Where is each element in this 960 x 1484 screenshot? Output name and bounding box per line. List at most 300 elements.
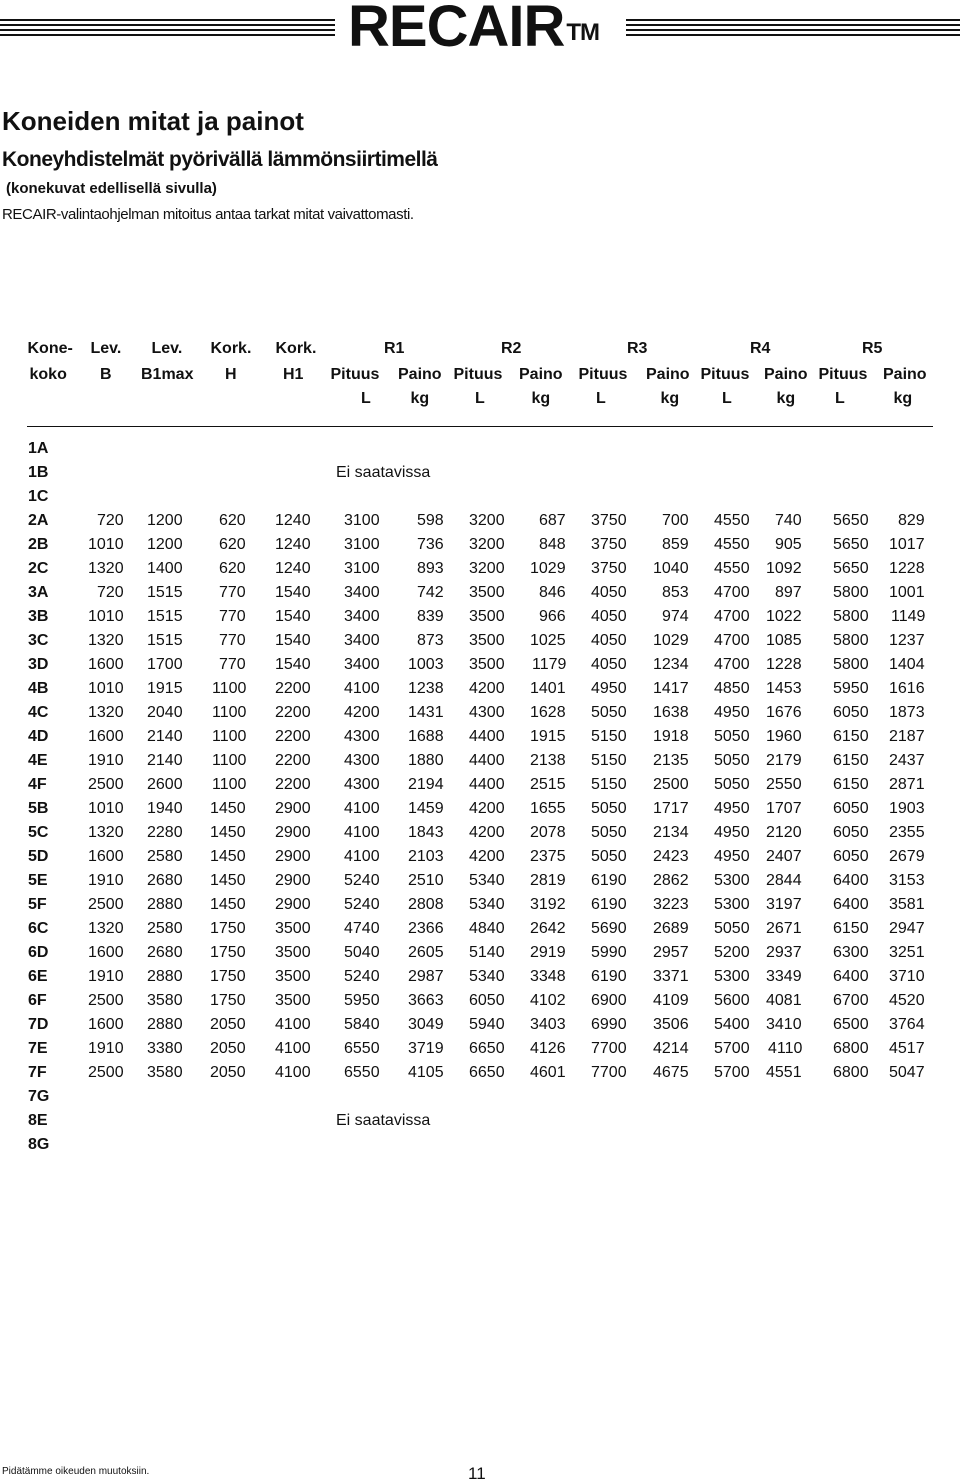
table-cell: 3100 bbox=[344, 560, 380, 577]
table-cell: 2200 bbox=[275, 704, 311, 721]
table-cell: 2671 bbox=[766, 920, 802, 937]
table-cell: 4840 bbox=[469, 920, 505, 937]
row-label: 7D bbox=[28, 1016, 49, 1033]
column-header: Paino bbox=[519, 366, 563, 383]
table-cell: 1688 bbox=[408, 728, 444, 745]
table-cell: 1100 bbox=[212, 752, 247, 769]
table-cell: 2808 bbox=[408, 896, 444, 913]
table-cell: 5300 bbox=[714, 968, 750, 985]
table-cell: 1750 bbox=[210, 944, 246, 961]
table-cell: 6400 bbox=[833, 872, 869, 889]
table-cell: 1707 bbox=[766, 800, 802, 817]
table-cell: 1010 bbox=[88, 536, 124, 553]
table-cell: 4100 bbox=[344, 848, 380, 865]
table-cell: 4400 bbox=[469, 776, 505, 793]
table-cell: 1320 bbox=[88, 824, 124, 841]
table-cell: 5950 bbox=[833, 680, 869, 697]
table-cell: 2679 bbox=[889, 848, 925, 865]
table-cell: 1515 bbox=[147, 608, 183, 625]
header-rule-left bbox=[0, 19, 335, 37]
column-header: Pituus bbox=[578, 366, 628, 383]
table-cell: 905 bbox=[775, 536, 802, 553]
table-cell: 3200 bbox=[469, 512, 505, 529]
table-cell: 6400 bbox=[833, 968, 869, 985]
table-cell: 3197 bbox=[766, 896, 802, 913]
table-cell: 2355 bbox=[889, 824, 925, 841]
table-cell: 3192 bbox=[530, 896, 566, 913]
table-cell: 4100 bbox=[344, 680, 380, 697]
table-cell: 1010 bbox=[88, 680, 124, 697]
page-subtitle: Koneyhdistelmät pyörivällä lämmönsiirtimellä bbox=[2, 148, 438, 171]
table-cell: 2600 bbox=[147, 776, 183, 793]
not-available-note: Ei saatavissa bbox=[336, 1112, 431, 1129]
table-cell: 5340 bbox=[469, 872, 505, 889]
table-cell: 4200 bbox=[344, 704, 380, 721]
table-cell: 4300 bbox=[344, 776, 380, 793]
table-cell: 3251 bbox=[889, 944, 925, 961]
table-cell: 848 bbox=[539, 536, 566, 553]
table-cell: 4950 bbox=[591, 680, 627, 697]
table-cell: 1903 bbox=[889, 800, 925, 817]
table-cell: 2844 bbox=[766, 872, 802, 889]
table-cell: 1915 bbox=[530, 728, 566, 745]
table-cell: 3663 bbox=[408, 992, 444, 1009]
table-cell: 5990 bbox=[591, 944, 627, 961]
table-cell: 6190 bbox=[591, 968, 627, 985]
table-cell: 1040 bbox=[653, 560, 689, 577]
table-cell: 5050 bbox=[591, 824, 627, 841]
brand-logo bbox=[348, 0, 599, 59]
table-cell: 3710 bbox=[889, 968, 925, 985]
table-cell: 2947 bbox=[889, 920, 925, 937]
table-cell: 846 bbox=[539, 584, 566, 601]
table-cell: 1017 bbox=[889, 536, 925, 553]
row-label: 3C bbox=[28, 632, 49, 649]
table-cell: 1401 bbox=[530, 680, 566, 697]
unit-header: L bbox=[835, 390, 845, 407]
table-cell: 4214 bbox=[653, 1040, 689, 1057]
table-cell: 2050 bbox=[210, 1064, 246, 1081]
table-cell: 620 bbox=[219, 512, 246, 529]
table-cell: 1450 bbox=[210, 896, 246, 913]
column-header: Lev. bbox=[151, 340, 183, 357]
table-cell: 5240 bbox=[344, 968, 380, 985]
table-cell: 4100 bbox=[344, 824, 380, 841]
table-cell: 1100 bbox=[212, 776, 247, 793]
table-cell: 2140 bbox=[147, 728, 183, 745]
table-cell: 4050 bbox=[591, 632, 627, 649]
table-cell: 3153 bbox=[889, 872, 925, 889]
column-header: koko bbox=[29, 366, 67, 383]
table-cell: 4300 bbox=[344, 752, 380, 769]
table-cell: 2200 bbox=[275, 752, 311, 769]
table-cell: 3400 bbox=[344, 608, 380, 625]
table-cell: 2919 bbox=[530, 944, 566, 961]
table-cell: 5050 bbox=[714, 776, 750, 793]
table-cell: 4517 bbox=[889, 1040, 925, 1057]
table-cell: 3380 bbox=[147, 1040, 183, 1057]
table-cell: 2880 bbox=[147, 896, 183, 913]
row-label: 4C bbox=[28, 704, 49, 721]
table-cell: 2900 bbox=[275, 824, 311, 841]
table-cell: 974 bbox=[662, 608, 689, 625]
column-header: Kork. bbox=[210, 340, 252, 357]
column-header: Paino bbox=[883, 366, 927, 383]
column-header: R2 bbox=[501, 340, 522, 357]
table-cell: 1320 bbox=[88, 560, 124, 577]
row-label: 1B bbox=[28, 464, 49, 481]
table-cell: 1149 bbox=[891, 608, 926, 625]
table-cell: 3049 bbox=[408, 1016, 444, 1033]
table-cell: 5040 bbox=[344, 944, 380, 961]
table-cell: 3506 bbox=[653, 1016, 689, 1033]
table-cell: 6300 bbox=[833, 944, 869, 961]
table-cell: 770 bbox=[219, 632, 246, 649]
table-cell: 2050 bbox=[210, 1040, 246, 1057]
table-cell: 7700 bbox=[591, 1040, 627, 1057]
footer-disclaimer: Pidätämme oikeuden muutoksiin. bbox=[2, 1466, 150, 1477]
table-cell: 5950 bbox=[344, 992, 380, 1009]
table-cell: 1240 bbox=[275, 512, 311, 529]
table-cell: 2187 bbox=[889, 728, 925, 745]
unit-header: kg bbox=[776, 390, 796, 407]
column-header: Lev. bbox=[90, 340, 122, 357]
table-cell: 2194 bbox=[408, 776, 444, 793]
table-cell: 1417 bbox=[653, 680, 689, 697]
table-cell: 1431 bbox=[408, 704, 444, 721]
table-cell: 770 bbox=[219, 656, 246, 673]
table-cell: 1001 bbox=[889, 584, 925, 601]
table-cell: 4700 bbox=[714, 632, 750, 649]
table-cell: 598 bbox=[417, 512, 444, 529]
table-cell: 6800 bbox=[833, 1040, 869, 1057]
table-cell: 4520 bbox=[889, 992, 925, 1009]
table-cell: 3750 bbox=[591, 536, 627, 553]
table-cell: 620 bbox=[219, 560, 246, 577]
table-cell: 2375 bbox=[530, 848, 566, 865]
row-label: 6E bbox=[28, 968, 48, 985]
page-number: 11 bbox=[468, 1464, 486, 1483]
table-cell: 1320 bbox=[88, 704, 124, 721]
table-cell: 1010 bbox=[88, 608, 124, 625]
table-cell: 6550 bbox=[344, 1040, 380, 1057]
table-cell: 4109 bbox=[653, 992, 689, 1009]
table-cell: 3200 bbox=[469, 560, 505, 577]
table-cell: 4550 bbox=[714, 560, 750, 577]
table-cell: 2680 bbox=[147, 944, 183, 961]
table-cell: 6650 bbox=[469, 1064, 505, 1081]
table-cell: 1915 bbox=[147, 680, 183, 697]
table-cell: 1092 bbox=[766, 560, 802, 577]
trademark-mark: TM bbox=[566, 19, 599, 46]
table-cell: 4400 bbox=[469, 752, 505, 769]
table-cell: 3500 bbox=[275, 944, 311, 961]
table-cell: 5200 bbox=[714, 944, 750, 961]
table-cell: 2900 bbox=[275, 896, 311, 913]
table-cell: 6500 bbox=[833, 1016, 869, 1033]
table-cell: 6800 bbox=[833, 1064, 869, 1081]
table-cell: 4601 bbox=[530, 1064, 566, 1081]
table-cell: 2138 bbox=[530, 752, 566, 769]
figure-note: (konekuvat edellisellä sivulla) bbox=[6, 180, 217, 197]
table-cell: 2179 bbox=[766, 752, 802, 769]
column-header: Kork. bbox=[275, 340, 317, 357]
table-cell: 1459 bbox=[408, 800, 444, 817]
table-cell: 6150 bbox=[833, 752, 869, 769]
table-cell: 3500 bbox=[275, 968, 311, 985]
column-header: H1 bbox=[283, 366, 304, 383]
table-cell: 5240 bbox=[344, 896, 380, 913]
table-cell: 742 bbox=[417, 584, 444, 601]
table-cell: 1676 bbox=[766, 704, 802, 721]
table-cell: 3400 bbox=[344, 584, 380, 601]
column-header: Pituus bbox=[330, 366, 380, 383]
table-cell: 1085 bbox=[766, 632, 802, 649]
row-label: 4E bbox=[28, 752, 48, 769]
table-cell: 2500 bbox=[653, 776, 689, 793]
column-header: B1max bbox=[141, 366, 194, 383]
table-cell: 3403 bbox=[530, 1016, 566, 1033]
table-cell: 966 bbox=[539, 608, 566, 625]
table-cell: 2515 bbox=[530, 776, 566, 793]
row-label: 7F bbox=[28, 1064, 47, 1081]
table-cell: 3580 bbox=[147, 992, 183, 1009]
table-cell: 1025 bbox=[530, 632, 566, 649]
table-cell: 5150 bbox=[591, 752, 627, 769]
table-cell: 6400 bbox=[833, 896, 869, 913]
table-cell: 6050 bbox=[833, 800, 869, 817]
row-label: 7G bbox=[28, 1088, 50, 1105]
table-cell: 1600 bbox=[88, 944, 124, 961]
table-cell: 1515 bbox=[147, 584, 183, 601]
table-cell: 5400 bbox=[714, 1016, 750, 1033]
table-cell: 3500 bbox=[469, 656, 505, 673]
table-cell: 2500 bbox=[88, 776, 124, 793]
table-cell: 1179 bbox=[532, 656, 567, 673]
column-header: Kone- bbox=[27, 340, 73, 357]
table-cell: 3400 bbox=[344, 632, 380, 649]
table-cell: 2862 bbox=[653, 872, 689, 889]
table-cell: 2819 bbox=[530, 872, 566, 889]
row-label: 4B bbox=[28, 680, 49, 697]
table-cell: 1655 bbox=[530, 800, 566, 817]
table-cell: 1638 bbox=[653, 704, 689, 721]
column-header: Pituus bbox=[453, 366, 503, 383]
table-cell: 1960 bbox=[766, 728, 802, 745]
table-cell: 5840 bbox=[344, 1016, 380, 1033]
table-cell: 1600 bbox=[88, 656, 124, 673]
row-label: 7E bbox=[28, 1040, 48, 1057]
table-cell: 1022 bbox=[766, 608, 802, 625]
table-header-rule bbox=[27, 426, 933, 427]
table-cell: 2937 bbox=[766, 944, 802, 961]
table-cell: 2550 bbox=[766, 776, 802, 793]
table-cell: 2880 bbox=[147, 1016, 183, 1033]
table-cell: 853 bbox=[662, 584, 689, 601]
table-cell: 2580 bbox=[147, 848, 183, 865]
column-header: Pituus bbox=[700, 366, 750, 383]
table-cell: 2689 bbox=[653, 920, 689, 937]
table-cell: 1616 bbox=[889, 680, 925, 697]
table-cell: 1450 bbox=[210, 824, 246, 841]
table-cell: 4100 bbox=[344, 800, 380, 817]
table-cell: 5800 bbox=[833, 656, 869, 673]
table-cell: 1320 bbox=[88, 920, 124, 937]
table-cell: 5700 bbox=[714, 1064, 750, 1081]
unit-header: kg bbox=[660, 390, 680, 407]
table-cell: 2500 bbox=[88, 992, 124, 1009]
table-cell: 6700 bbox=[833, 992, 869, 1009]
table-cell: 4551 bbox=[766, 1064, 802, 1081]
row-label: 5B bbox=[28, 800, 49, 817]
table-cell: 5650 bbox=[833, 536, 869, 553]
table-cell: 2040 bbox=[147, 704, 183, 721]
row-label: 1A bbox=[28, 440, 49, 457]
table-cell: 4126 bbox=[530, 1040, 566, 1057]
table-cell: 2200 bbox=[275, 728, 311, 745]
row-label: 5D bbox=[28, 848, 49, 865]
table-cell: 2580 bbox=[147, 920, 183, 937]
table-cell: 2900 bbox=[275, 800, 311, 817]
table-cell: 4740 bbox=[344, 920, 380, 937]
table-cell: 5650 bbox=[833, 512, 869, 529]
table-cell: 6990 bbox=[591, 1016, 627, 1033]
table-cell: 2437 bbox=[889, 752, 925, 769]
table-cell: 1453 bbox=[766, 680, 802, 697]
table-cell: 1717 bbox=[653, 800, 689, 817]
table-cell: 2987 bbox=[408, 968, 444, 985]
table-cell: 4950 bbox=[714, 824, 750, 841]
table-cell: 5940 bbox=[469, 1016, 505, 1033]
table-cell: 5650 bbox=[833, 560, 869, 577]
table-cell: 2120 bbox=[766, 824, 802, 841]
table-cell: 1910 bbox=[88, 968, 124, 985]
table-cell: 4400 bbox=[469, 728, 505, 745]
column-header: Paino bbox=[398, 366, 442, 383]
table-cell: 6150 bbox=[833, 728, 869, 745]
table-cell: 1750 bbox=[210, 968, 246, 985]
page-title: Koneiden mitat ja painot bbox=[2, 106, 304, 136]
table-cell: 1600 bbox=[88, 848, 124, 865]
table-cell: 1750 bbox=[210, 920, 246, 937]
table-cell: 4850 bbox=[714, 680, 750, 697]
table-cell: 7700 bbox=[591, 1064, 627, 1081]
unit-header: L bbox=[361, 390, 371, 407]
row-label: 2A bbox=[28, 512, 49, 529]
table-cell: 3580 bbox=[147, 1064, 183, 1081]
column-header: R3 bbox=[627, 340, 648, 357]
table-cell: 5150 bbox=[591, 776, 627, 793]
table-cell: 3581 bbox=[889, 896, 925, 913]
row-label: 8G bbox=[28, 1136, 50, 1153]
row-label: 6D bbox=[28, 944, 49, 961]
table-cell: 1240 bbox=[275, 536, 311, 553]
table-cell: 4300 bbox=[469, 704, 505, 721]
table-cell: 1238 bbox=[408, 680, 444, 697]
table-cell: 1540 bbox=[275, 584, 311, 601]
table-cell: 1234 bbox=[653, 656, 689, 673]
table-cell: 5050 bbox=[591, 848, 627, 865]
table-cell: 1100 bbox=[212, 704, 247, 721]
table-cell: 4550 bbox=[714, 536, 750, 553]
table-cell: 3410 bbox=[766, 1016, 802, 1033]
table-cell: 736 bbox=[417, 536, 444, 553]
table-cell: 770 bbox=[219, 584, 246, 601]
table-cell: 1100 bbox=[212, 728, 247, 745]
column-header: H bbox=[225, 366, 237, 383]
table-cell: 1940 bbox=[147, 800, 183, 817]
table-cell: 2366 bbox=[408, 920, 444, 937]
table-cell: 6050 bbox=[833, 824, 869, 841]
table-cell: 1540 bbox=[275, 608, 311, 625]
table-cell: 4950 bbox=[714, 848, 750, 865]
table-cell: 3200 bbox=[469, 536, 505, 553]
unit-header: kg bbox=[893, 390, 913, 407]
table-cell: 4100 bbox=[275, 1040, 311, 1057]
table-cell: 6050 bbox=[833, 704, 869, 721]
table-cell: 873 bbox=[417, 632, 444, 649]
table-cell: 1600 bbox=[88, 1016, 124, 1033]
table-cell: 1600 bbox=[88, 728, 124, 745]
table-cell: 3500 bbox=[469, 608, 505, 625]
table-cell: 3764 bbox=[889, 1016, 925, 1033]
table-cell: 1240 bbox=[275, 560, 311, 577]
table-cell: 5050 bbox=[591, 704, 627, 721]
row-label: 3B bbox=[28, 608, 49, 625]
table-cell: 6650 bbox=[469, 1040, 505, 1057]
table-cell: 4300 bbox=[344, 728, 380, 745]
description: RECAIR-valintaohjelman mitoitus antaa tarkat mitat vaivattomasti. bbox=[2, 206, 414, 223]
table-cell: 1237 bbox=[889, 632, 925, 649]
table-cell: 3750 bbox=[591, 512, 627, 529]
table-cell: 897 bbox=[775, 584, 802, 601]
table-cell: 1515 bbox=[147, 632, 183, 649]
table-cell: 1100 bbox=[212, 680, 247, 697]
table-cell: 2900 bbox=[275, 848, 311, 865]
table-cell: 3719 bbox=[408, 1040, 444, 1057]
row-label: 4D bbox=[28, 728, 49, 745]
table-cell: 3500 bbox=[469, 584, 505, 601]
table-cell: 1910 bbox=[88, 872, 124, 889]
table-cell: 1910 bbox=[88, 1040, 124, 1057]
table-cell: 770 bbox=[219, 608, 246, 625]
table-cell: 1750 bbox=[210, 992, 246, 1009]
table-cell: 2510 bbox=[408, 872, 444, 889]
unit-header: kg bbox=[410, 390, 430, 407]
table-cell: 2200 bbox=[275, 776, 311, 793]
table-cell: 893 bbox=[417, 560, 444, 577]
brand-name: RECAIR bbox=[348, 0, 565, 59]
table-cell: 1450 bbox=[210, 872, 246, 889]
column-header: B bbox=[100, 366, 112, 383]
table-cell: 5340 bbox=[469, 896, 505, 913]
table-cell: 2280 bbox=[147, 824, 183, 841]
row-label: 2B bbox=[28, 536, 49, 553]
table-cell: 5800 bbox=[833, 632, 869, 649]
table-cell: 1540 bbox=[275, 656, 311, 673]
unit-header: L bbox=[475, 390, 485, 407]
table-cell: 4050 bbox=[591, 656, 627, 673]
table-cell: 3400 bbox=[344, 656, 380, 673]
table-cell: 1029 bbox=[530, 560, 566, 577]
column-header: R4 bbox=[750, 340, 771, 357]
column-header: Pituus bbox=[818, 366, 868, 383]
table-cell: 5050 bbox=[714, 920, 750, 937]
table-cell: 5047 bbox=[889, 1064, 925, 1081]
table-cell: 5050 bbox=[591, 800, 627, 817]
table-cell: 1003 bbox=[408, 656, 444, 673]
table-cell: 5140 bbox=[469, 944, 505, 961]
